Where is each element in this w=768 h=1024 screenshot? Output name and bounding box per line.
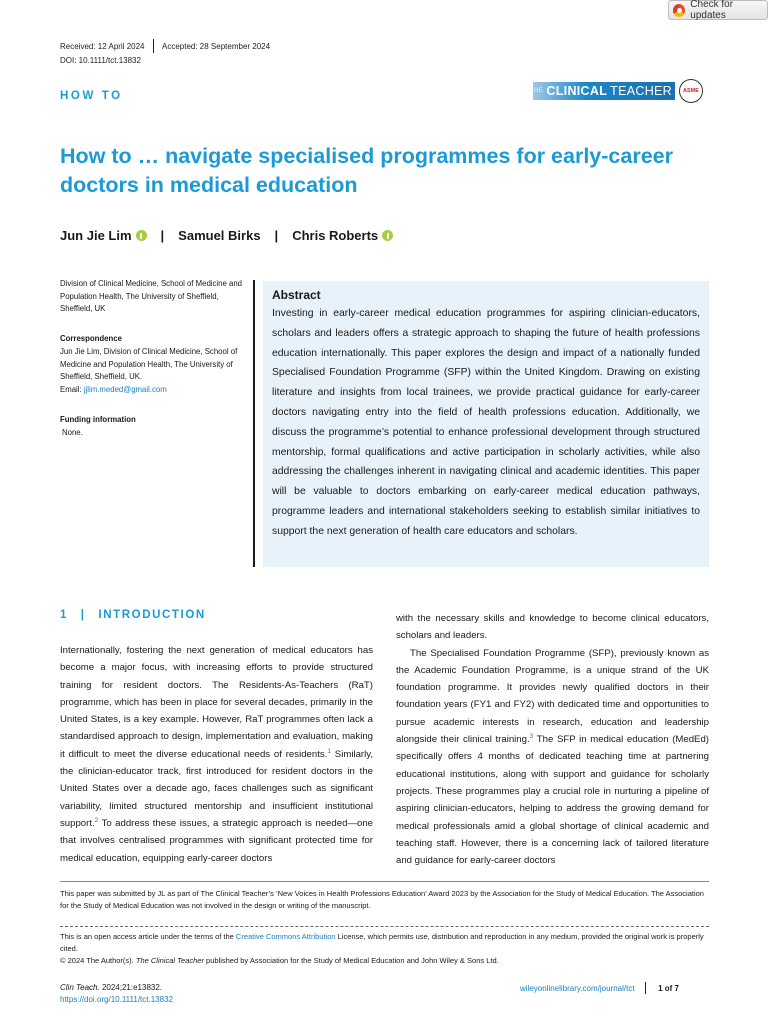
funding-text: None. xyxy=(62,428,83,437)
award-footnote: This paper was submitted by JL as part of The Clinical Teacher’s ‘New Voices in Health Professions Education’ Award 2023 by the Association for the Study of Medical Education. The Association for the Study of Medical Education was not involved in the design or writing of the manuscript. xyxy=(60,889,704,910)
journal-logo: THE CLINICAL TEACHER xyxy=(533,82,675,100)
received-date: Received: 12 April 2024 xyxy=(60,41,145,51)
abstract-rule xyxy=(253,280,255,567)
email-label: Email: xyxy=(60,384,82,394)
check-for-updates-label: Check for updates xyxy=(690,0,734,21)
orcid-icon[interactable] xyxy=(382,230,393,241)
citation-link[interactable]: 3 xyxy=(529,732,534,740)
article-dates xyxy=(60,39,270,53)
section-label: HOW TO xyxy=(60,90,123,102)
paragraph: The Specialised Foundation Programme (SFP), previously known as the Academic Foundation Programme, is a unique strand of the UK foundation programme. It provides newly qualified doctors in their foundation years (FY1 and FY2) with dedicated time and opportunities to pursue academic interests in research, education and leadership alongside their clinical training.$^3$ The SFP in medical education (MedEd) specifically offers 4 months of dedicated teaching time at partnering educational institutions, along with support and guidance for scholarly projects. These programmes play a crucial role in nurturing a pipeline of aspiring clinician-educators, helping to address the growing demand for medical professionals amid a global shortage of clinical academic and teaching staff. However, there is a concerning lack of tailored literature and guidance for early-career doctors xyxy=(396,647,709,867)
author-name[interactable]: Samuel Birks xyxy=(178,228,261,243)
footer-citation: Clin Teach. 2024;21:e13832. https://doi.org/10.1111/tct.13832 xyxy=(60,983,173,1004)
abstract-heading: Abstract xyxy=(272,288,321,302)
footnote-divider xyxy=(60,881,709,882)
date-divider xyxy=(153,39,155,53)
citation-link[interactable]: 1 xyxy=(327,747,331,755)
doi-link[interactable]: https://doi.org/10.1111/tct.13832 xyxy=(60,995,173,1004)
funding-heading: Funding information xyxy=(60,415,136,424)
correspondence-details xyxy=(60,346,250,396)
abstract-text: Investing in early-career medical education programmes for aspiring clinician-educators, scholars and leaders offers a strategic approach to shaping the future of health professions education internationally. This paper explores the design and impact of a nationally funded Specialised Foundation Programme (SFP) within the United Kingdom. Drawing on existing literature and insights from local trainees, we provide practical guidance for early-career doctors navigating entry into the field of health professions education. Additionally, we discuss the programme’s potential to enhance professional development through structured mentorship, formal qualifications and active participation in scholarly activities, while also addressing the challenges inherent in navigating clinical and academic identities. This paper will be valuable to doctors embarking on early-career medical education pathways, programme leaders and international stakeholders seeking to establish similar initiatives to support the next generation of health care educators and scholars. xyxy=(272,308,700,537)
license-divider xyxy=(60,926,709,927)
check-for-updates-button[interactable] xyxy=(668,0,768,20)
journal-site-link[interactable]: wileyonlinelibrary.com/journal/tct xyxy=(520,983,635,993)
accepted-date: Accepted: 28 September 2024 xyxy=(162,41,271,51)
citation-link[interactable]: 2 xyxy=(94,816,99,824)
article-doi: DOI: 10.1111/tct.13832 xyxy=(60,56,141,65)
email-link[interactable]: jjlim.meded@gmail.com xyxy=(83,384,167,394)
author-separator: | xyxy=(274,228,279,243)
affiliation: Division of Clinical Medicine, School of Medicine and Population Health, The University of Sheffield, Sheffield, UK xyxy=(60,279,243,314)
paragraph: Internationally, fostering the next generation of medical educators has become a major focus, with increasing efforts to provide structured training for resident doctors. The Residents-As-Teachers (RaT) programme, which has been in place for several decades, primarily in the United States, is a key example. However, RaT programmes often lack a standardised approach to design, implementation and evaluation, making it difficult to meet the diverse educational needs of residents.$^1$ Similarly, the clinician-educator track, first introduced for resident doctors in the United States over a decade ago, faces challenges such as significant variability, limited structured mentorship and insufficient institutional support.$^2$ To address these issues, a strategic approach is needed—one that involves centralised programmes with significant protected time for medical education, equipping early-career doctors xyxy=(60,645,373,864)
author-name[interactable]: Chris Roberts xyxy=(292,228,379,243)
author-separator: | xyxy=(160,228,165,243)
license-link[interactable]: Creative Commons Attribution xyxy=(235,932,336,941)
author-name[interactable]: Jun Jie Lim xyxy=(60,228,132,243)
page-number: 1 of 7 xyxy=(658,983,679,993)
section-heading-introduction: 1 | INTRODUCTION xyxy=(60,609,206,621)
license-footnote: This is an open access article under the terms of the Creative Commons Attribution License, which permits use, distribution and reproduction in any medium, provided the original work is properly cited. © 2024 The Author(s). The Clinical Teacher published by Association for the Study of Medical Education and John Wiley & Sons Ltd. xyxy=(60,932,704,965)
correspondence-address: Jun Jie Lim, Division of Clinical Medicine, School of Medicine and Population Health, The University of Sheffield, Sheffield, UK. xyxy=(60,347,238,382)
footer-divider xyxy=(645,982,647,994)
orcid-icon[interactable] xyxy=(136,230,147,241)
body-column-left xyxy=(60,642,373,867)
asme-seal-icon: ASME xyxy=(679,79,703,103)
author-list xyxy=(60,228,393,243)
crossmark-icon xyxy=(673,4,685,17)
footer-right xyxy=(520,982,679,994)
paragraph: with the necessary skills and knowledge to become clinical educators, scholars and leaders. xyxy=(396,613,709,642)
article-title: How to … navigate specialised programmes for early-career doctors in medical education xyxy=(60,144,673,197)
correspondence-heading: Correspondence xyxy=(60,334,122,343)
body-column-right xyxy=(396,610,709,869)
